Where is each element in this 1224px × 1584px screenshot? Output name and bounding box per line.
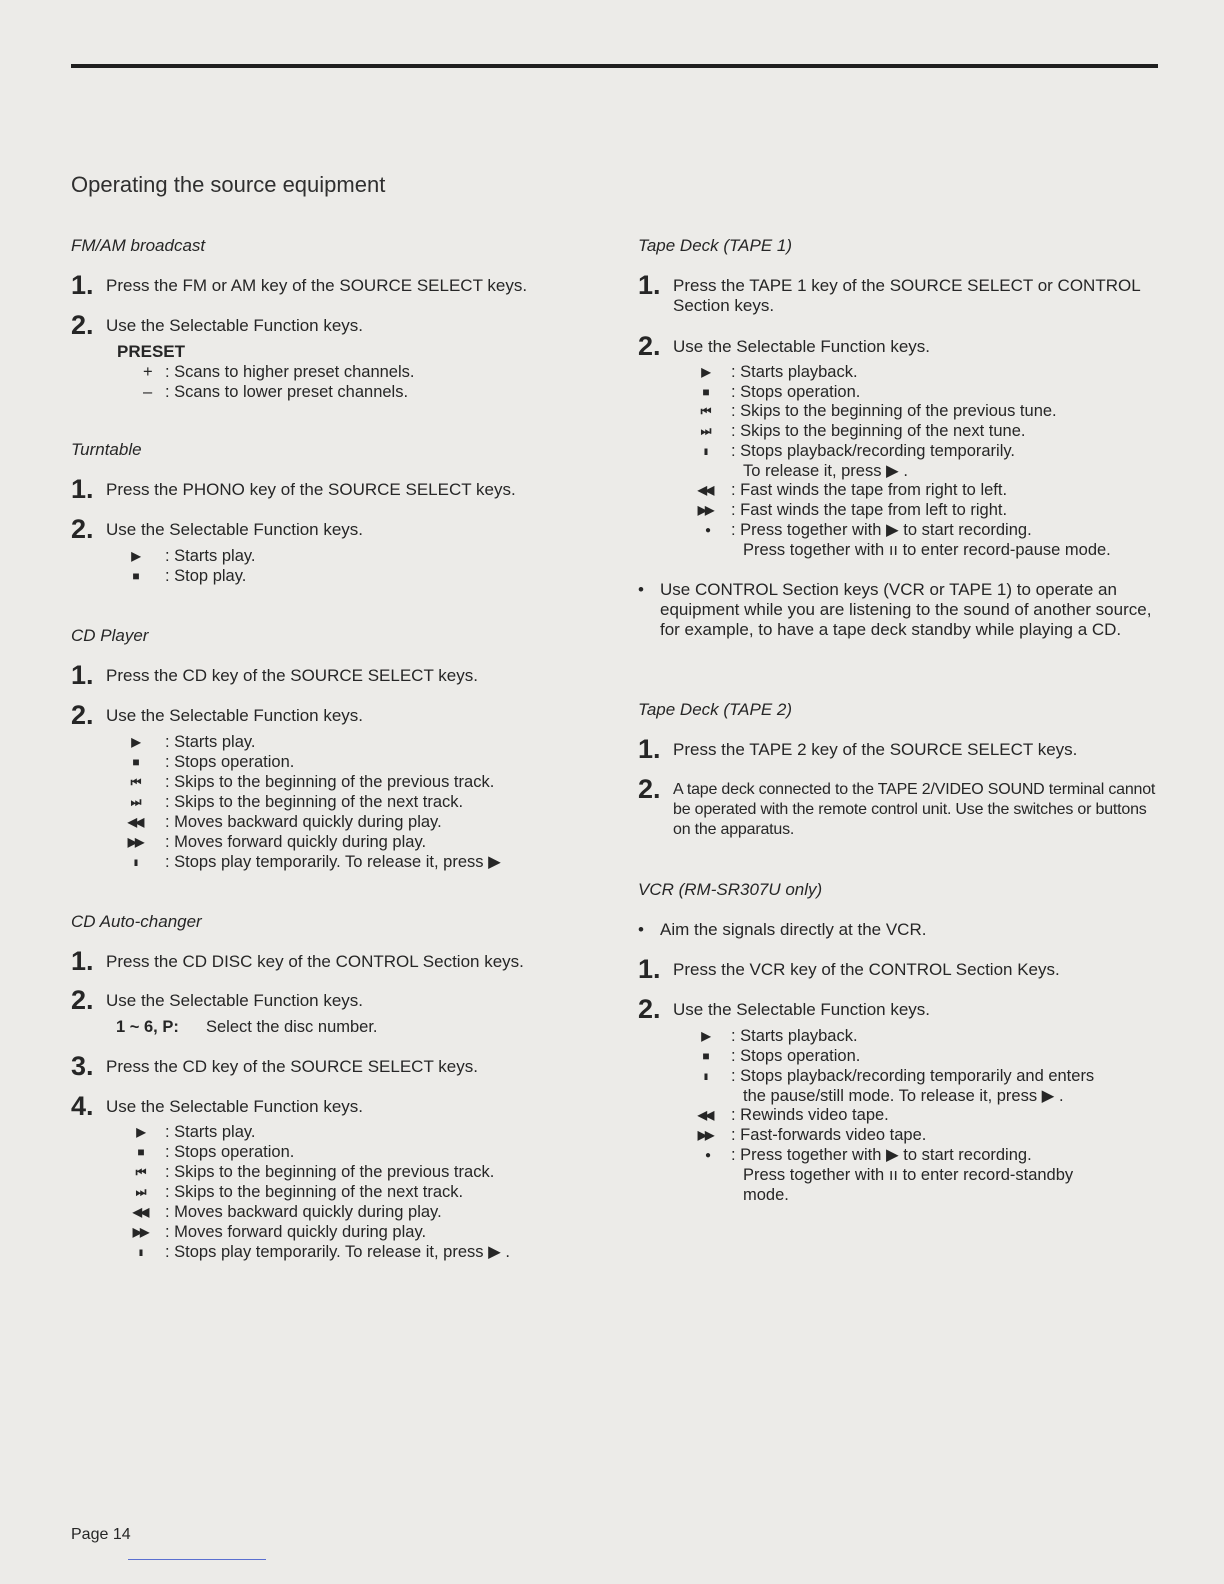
- skip-previous-icon: ⏮: [135, 1165, 145, 1179]
- pause-icon: ıı: [138, 1245, 142, 1259]
- step-number: 1.: [71, 660, 94, 690]
- skip-previous-icon: ⏮: [700, 404, 710, 418]
- fast-forward-icon: ▶▶: [697, 503, 713, 517]
- step-number: 1.: [638, 954, 661, 984]
- play-icon: ▶: [131, 735, 139, 749]
- preset-label: PRESET: [117, 342, 186, 361]
- tape1-heading: Tape Deck (TAPE 1): [638, 236, 793, 255]
- skip-next-icon: ⏭: [130, 795, 140, 809]
- function-desc: : Stops operation.: [165, 753, 295, 771]
- function-desc: : Starts play.: [165, 1123, 256, 1141]
- step-number: 2.: [638, 774, 661, 804]
- step-number: 2.: [71, 310, 94, 340]
- function-desc: : Press together with ▶ to start recording.: [731, 1146, 1032, 1164]
- play-icon: ▶: [136, 1125, 144, 1139]
- function-desc: : Starts play.: [165, 733, 256, 751]
- preset-down-text: : Scans to lower preset channels.: [165, 383, 409, 401]
- function-desc: : Fast-forwards video tape.: [731, 1126, 927, 1144]
- stop-icon: ■: [132, 569, 138, 583]
- stop-icon: ■: [702, 1049, 708, 1063]
- function-desc: : Stops operation.: [731, 383, 861, 401]
- function-desc: : Stops play temporarily. To release it, press ▶: [165, 853, 501, 871]
- function-desc: : Skips to the beginning of the next track.: [165, 793, 464, 811]
- step-text: Use the Selectable Function keys.: [106, 706, 364, 725]
- pause-icon: ıı: [703, 444, 707, 458]
- fast-forward-icon: ▶▶: [127, 835, 143, 849]
- step-text: A tape deck connected to the TAPE 2/VIDEO SOUND terminal cannot be operated with the remote control unit. Use the switches or buttons on the apparatus.: [673, 781, 1156, 838]
- step-number: 1.: [638, 270, 661, 300]
- step-number: 1.: [638, 734, 661, 764]
- step-text: Use the Selectable Function keys.: [106, 316, 364, 335]
- function-desc-cont: mode.: [743, 1186, 789, 1204]
- step-number: 2.: [71, 700, 94, 730]
- rewind-icon: ◀◀: [697, 1108, 713, 1122]
- fast-forward-icon: ▶▶: [132, 1225, 148, 1239]
- function-desc: : Stops operation.: [165, 1143, 295, 1161]
- preset-up-text: : Scans to higher preset channels.: [165, 363, 415, 381]
- record-icon: ●: [704, 525, 710, 536]
- function-desc: : Starts playback.: [731, 1027, 858, 1045]
- play-icon: ▶: [131, 549, 139, 563]
- cd-player-heading: CD Player: [71, 626, 149, 645]
- function-desc: : Moves backward quickly during play.: [165, 813, 442, 831]
- function-desc: : Starts playback.: [731, 363, 858, 381]
- step-text: Press the CD key of the SOURCE SELECT keys.: [106, 1057, 478, 1076]
- function-desc: : Fast winds the tape from right to left.: [731, 481, 1008, 499]
- step-number: 4.: [71, 1091, 94, 1121]
- step-number: 1.: [71, 270, 94, 300]
- function-desc: : Skips to the beginning of the previous tune.: [731, 402, 1057, 420]
- function-desc-cont: To release it, press ▶ .: [743, 462, 908, 480]
- function-desc: : Fast winds the tape from left to right.: [731, 501, 1008, 519]
- step-number: 2.: [71, 514, 94, 544]
- stop-icon: ■: [702, 385, 708, 399]
- function-desc: : Stops play temporarily. To release it, press ▶ .: [165, 1243, 510, 1261]
- footer-underline: [128, 1559, 266, 1560]
- function-desc: : Stops playback/recording temporarily and enters: [731, 1067, 1095, 1085]
- step-text: Use the Selectable Function keys.: [106, 1097, 364, 1116]
- page-number: Page 14: [71, 1526, 131, 1543]
- step-text: Press the FM or AM key of the SOURCE SELECT keys.: [106, 276, 528, 295]
- step-text: Press the VCR key of the CONTROL Section Keys.: [673, 960, 1060, 979]
- step-text: Press the CD key of the SOURCE SELECT keys.: [106, 666, 478, 685]
- step-number: 1.: [71, 946, 94, 976]
- tape2-heading: Tape Deck (TAPE 2): [638, 700, 793, 719]
- top-rule: [71, 64, 1158, 68]
- step-number: 2.: [638, 994, 661, 1024]
- record-icon: ●: [704, 1150, 710, 1161]
- step-text: Press the CD DISC key of the CONTROL Section keys.: [106, 952, 524, 971]
- rewind-icon: ◀◀: [127, 815, 143, 829]
- step-text: Use the Selectable Function keys.: [106, 520, 364, 539]
- preset-down-symbol: –: [143, 383, 153, 401]
- function-desc: : Skips to the beginning of the previous track.: [165, 1163, 495, 1181]
- function-desc: : Rewinds video tape.: [731, 1106, 889, 1124]
- step-text: Use the Selectable Function keys.: [106, 991, 364, 1010]
- vcr-note: Aim the signals directly at the VCR.: [660, 920, 927, 939]
- function-desc-cont: the pause/still mode. To release it, press ▶ .: [743, 1087, 1064, 1105]
- step-text: Press the TAPE 1 key of the SOURCE SELECT or CONTROL Section keys.: [673, 276, 1141, 315]
- skip-next-icon: ⏭: [135, 1185, 145, 1199]
- step-text: Use the Selectable Function keys.: [673, 1000, 931, 1019]
- step-number: 1.: [71, 474, 94, 504]
- function-desc: : Moves forward quickly during play.: [165, 833, 427, 851]
- bullet-icon: •: [638, 580, 644, 599]
- function-desc: : Moves backward quickly during play.: [165, 1203, 442, 1221]
- disc-key-label: 1 ~ 6, P:: [116, 1018, 179, 1036]
- bullet-icon: •: [638, 920, 644, 939]
- function-desc-cont: Press together with ıı to enter record-pause mode.: [743, 541, 1111, 559]
- fm-am-heading: FM/AM broadcast: [71, 236, 206, 255]
- step-text: Use the Selectable Function keys.: [673, 337, 931, 356]
- stop-icon: ■: [137, 1145, 143, 1159]
- pause-icon: ıı: [703, 1069, 707, 1083]
- step-number: 3.: [71, 1051, 94, 1081]
- disc-key-text: Select the disc number.: [206, 1018, 378, 1036]
- play-icon: ▶: [701, 1029, 709, 1043]
- preset-up-symbol: +: [143, 363, 153, 381]
- tape1-note: Use CONTROL Section keys (VCR or TAPE 1) to operate an equipment while you are listening to the sound of another source, for example, to have a tape deck standby while playing a CD.: [660, 580, 1152, 639]
- turntable-heading: Turntable: [71, 440, 142, 459]
- rewind-icon: ◀◀: [132, 1205, 148, 1219]
- vcr-heading: VCR (RM-SR307U only): [638, 880, 823, 899]
- step-number: 2.: [638, 331, 661, 361]
- cd-autochanger-heading: CD Auto-changer: [71, 912, 202, 931]
- skip-next-icon: ⏭: [700, 424, 710, 438]
- function-desc: : Stops playback/recording temporarily.: [731, 442, 1015, 460]
- skip-previous-icon: ⏮: [130, 775, 140, 789]
- function-desc: : Skips to the beginning of the next track.: [165, 1183, 464, 1201]
- pause-icon: ıı: [133, 855, 137, 869]
- function-desc: : Skips to the beginning of the previous track.: [165, 773, 495, 791]
- function-desc: : Stop play.: [165, 567, 247, 585]
- function-desc: : Starts play.: [165, 547, 256, 565]
- function-desc: : Stops operation.: [731, 1047, 861, 1065]
- function-desc: : Skips to the beginning of the next tune.: [731, 422, 1026, 440]
- step-text: Press the PHONO key of the SOURCE SELECT keys.: [106, 480, 516, 499]
- rewind-icon: ◀◀: [697, 483, 713, 497]
- fast-forward-icon: ▶▶: [697, 1128, 713, 1142]
- function-desc: : Moves forward quickly during play.: [165, 1223, 427, 1241]
- function-desc: : Press together with ▶ to start recording.: [731, 521, 1032, 539]
- step-number: 2.: [71, 985, 94, 1015]
- page-title: Operating the source equipment: [71, 172, 386, 197]
- function-desc-cont: Press together with ıı to enter record-standby: [743, 1166, 1074, 1184]
- stop-icon: ■: [132, 755, 138, 769]
- play-icon: ▶: [701, 365, 709, 379]
- step-text: Press the TAPE 2 key of the SOURCE SELECT keys.: [673, 740, 1078, 759]
